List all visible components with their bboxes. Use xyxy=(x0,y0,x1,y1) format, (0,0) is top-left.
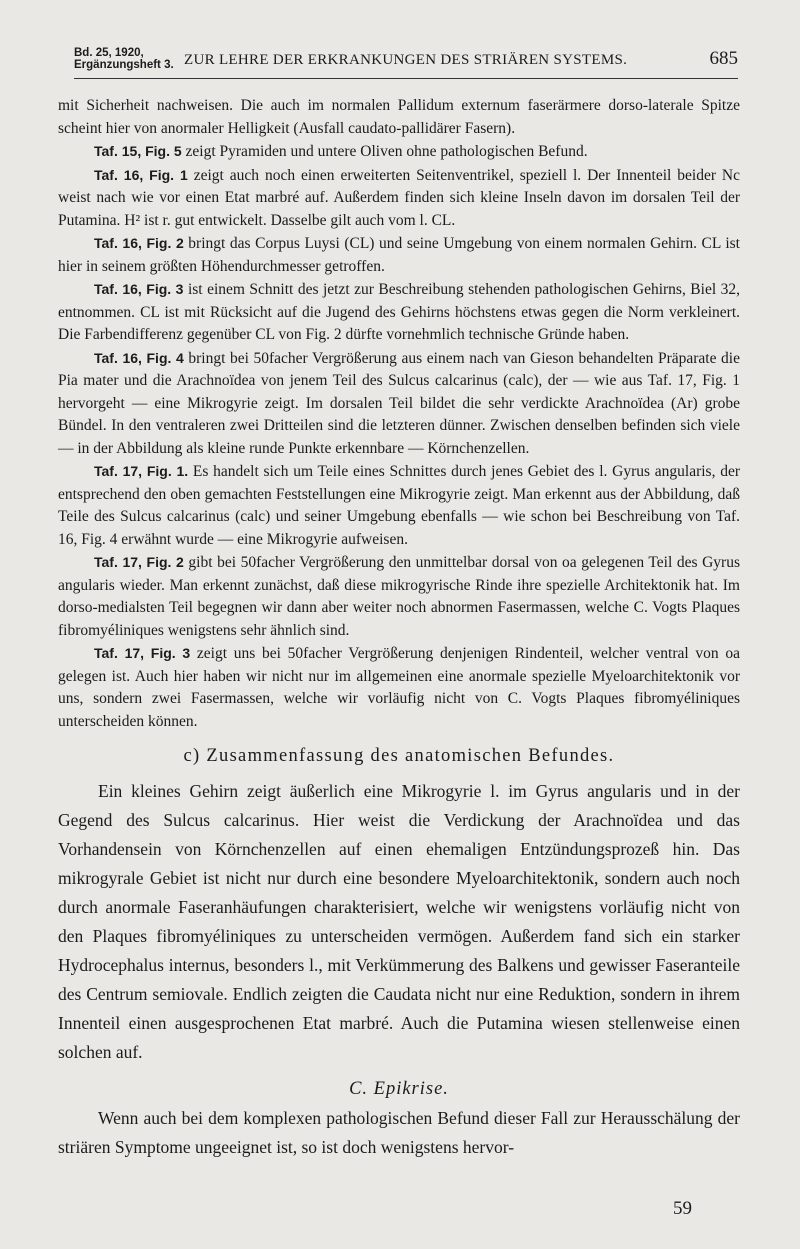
volume-line-2: Ergänzungsheft 3. xyxy=(74,59,174,71)
paragraph-taf-17-fig-3: Taf. 17, Fig. 3 zeigt uns bei 50facher Vergrößerung denjenigen Rindenteil, welcher ventral von oa gelegen ist. Auch hier haben wir nicht nur im allgemeinen eine anormale spezielle Myeloarchitektonik vor uns, sondern zwei Fasermassen, welche wir vorläufig nicht von C. Vogts Plaques fibromyéliniques unterscheiden können. xyxy=(58,645,740,730)
running-header xyxy=(74,44,738,79)
volume-line-1: Bd. 25, 1920, xyxy=(74,47,144,59)
section-heading: c) Zusammenfassung des anatomischen Befundes. xyxy=(183,746,615,766)
signature-mark: 59 xyxy=(673,1198,692,1219)
figure-reference: Taf. 16, Fig. 3 xyxy=(94,281,184,297)
figure-reference: Taf. 15, Fig. 5 xyxy=(94,143,182,159)
figure-reference: Taf. 17, Fig. 1. xyxy=(94,463,189,479)
figure-reference: Taf. 16, Fig. 4 xyxy=(94,349,184,366)
body-text xyxy=(58,95,740,1162)
figure-reference: Taf. 17, Fig. 2 xyxy=(94,554,184,570)
paragraph-continuation: mit Sicherheit nachweisen. Die auch im normalen Pallidum externum faserärmere dorso-laterale Spitze scheint hier von anormaler Helligkeit (Ausfall caudato-pallidärer Fasern). xyxy=(58,97,740,137)
figure-reference: Taf. 16, Fig. 2 xyxy=(94,235,184,251)
figure-reference: Taf. 17, Fig. 3 xyxy=(94,645,191,661)
paragraph-taf-17-fig-1: Taf. 17, Fig. 1. Es handelt sich um Teile eines Schnittes durch jenes Gebiet des l. Gyrus angularis, der entsprechend den oben gemachten Feststellungen eine Mikrogyrie zeigt. Man erkennt aus der Abbildung, daß Teile des Sulcus calcarinus (calc) und seiner Umgebung ebenfalls — wie schon bei Beschreibung von Taf. 16, Fig. 4 erwähnt wurde — eine Mikrogyrie aufweisen. xyxy=(58,463,740,548)
page-number: 685 xyxy=(709,48,738,69)
volume-info xyxy=(74,47,174,71)
summary-paragraph: Ein kleines Gehirn zeigt äußerlich eine Mikrogyrie l. im Gyrus angularis und in der Gegend des Sulcus calcarinus. Hier weist die Verdickung der Arachnoïdea und das Vorhandensein von Körnchenzellen auf einen ehemaligen Entzündungsprozeß hin. Das mikrogyrale Gebiet ist nicht nur durch eine besondere Myeloarchitektonik, sondern auch noch durch anormale Faseranhäufungen charakterisiert, welche wir wenigstens vorläufig nicht von den Plaques fibromyéliniques zu unterscheiden vermögen. Außerdem fand sich ein starker Hydrocephalus internus, besonders l., mit Verkümmerung des Balkens und gewisser Faseranteile des Centrum semiovale. Endlich zeigten die Caudata nicht nur eine Reduktion, sondern in ihrem Innenteil einen ausgesprochenen Etat marbré. Auch die Putamina wiesen stellenweise einen solchen auf. xyxy=(58,781,740,1062)
running-title: ZUR LEHRE DER ERKRANKUNGEN DES STRIÄREN SYSTEMS. xyxy=(184,52,628,68)
paragraph-taf-16-fig-3: Taf. 16, Fig. 3 ist einem Schnitt des jetzt zur Beschreibung stehenden pathologischen Gehirns, Biel 32, entnommen. CL ist mit Rücksicht auf die Jugend des Gehirns höchstens etwas gegen die Norm verkleinert. Die Farbendifferenz gegenüber CL von Fig. 2 dürfte vornehmlich technische Gründe haben. xyxy=(58,281,740,343)
epikrise-paragraph: Wenn auch bei dem komplexen pathologischen Befund dieser Fall zur Herausschälung der striären Symptome ungeeignet ist, so ist doch wenigstens hervor- xyxy=(58,1108,740,1157)
paragraph-taf-16-fig-1: Taf. 16, Fig. 1 zeigt auch noch einen erweiterten Seitenventrikel, speziell l. Der Innenteil beider Nc weist nach wie vor einen Etat marbré auf. Außerdem finden sich kleine Inseln davon im dorsalen Teil der Putamina. H² ist r. gut entwickelt. Dasselbe gilt auch vom l. CL. xyxy=(58,166,740,229)
figure-reference: Taf. 16, Fig. 1 xyxy=(94,166,188,183)
epikrise-heading: C. Epikrise. xyxy=(349,1079,449,1099)
paragraph-taf-17-fig-2: Taf. 17, Fig. 2 gibt bei 50facher Vergrößerung den unmittelbar dorsal von oa gelegenen Teil des Gyrus angularis wieder. Man erkennt zunächst, daß diese mikrogyrische Rinde ihre spezielle Architektonik hat. Im dorso-medialsten Teil begegnen wir dann aber weiter noch abnormen Fasermassen, welche C. Vogts Plaques fibromyéliniques wenigstens sehr ähnlich sind. xyxy=(58,554,741,639)
paragraph-taf-16-fig-4: Taf. 16, Fig. 4 bringt bei 50facher Vergrößerung aus einem nach van Gieson behandelten Präparate die Pia mater und die Arachnoïdea von jenem Teil des Sulcus calcarinus (calc), der — wie aus Taf. 17, Fig. 1 hervorgeht — eine Mikrogyrie zeigt. Im dorsalen Teil bildet die sehr verdickte Arachnoïdea (Ar) grobe Bündel. In den ventraleren zwei Dritteilen sind die letzteren dünner. Zwischen denselben befinden sich viele — in der Abbildung als kleine runde Punkte erkennbare — Körnchenzellen. xyxy=(58,349,740,457)
paragraph-taf-16-fig-2: Taf. 16, Fig. 2 bringt das Corpus Luysi (CL) und seine Umgebung von einem normalen Gehirn. CL ist hier in seinem größten Höhendurchmesser getroffen. xyxy=(58,235,740,275)
paragraph-taf-15-fig-5: Taf. 15, Fig. 5 zeigt Pyramiden und untere Oliven ohne pathologischen Befund. xyxy=(94,143,588,160)
